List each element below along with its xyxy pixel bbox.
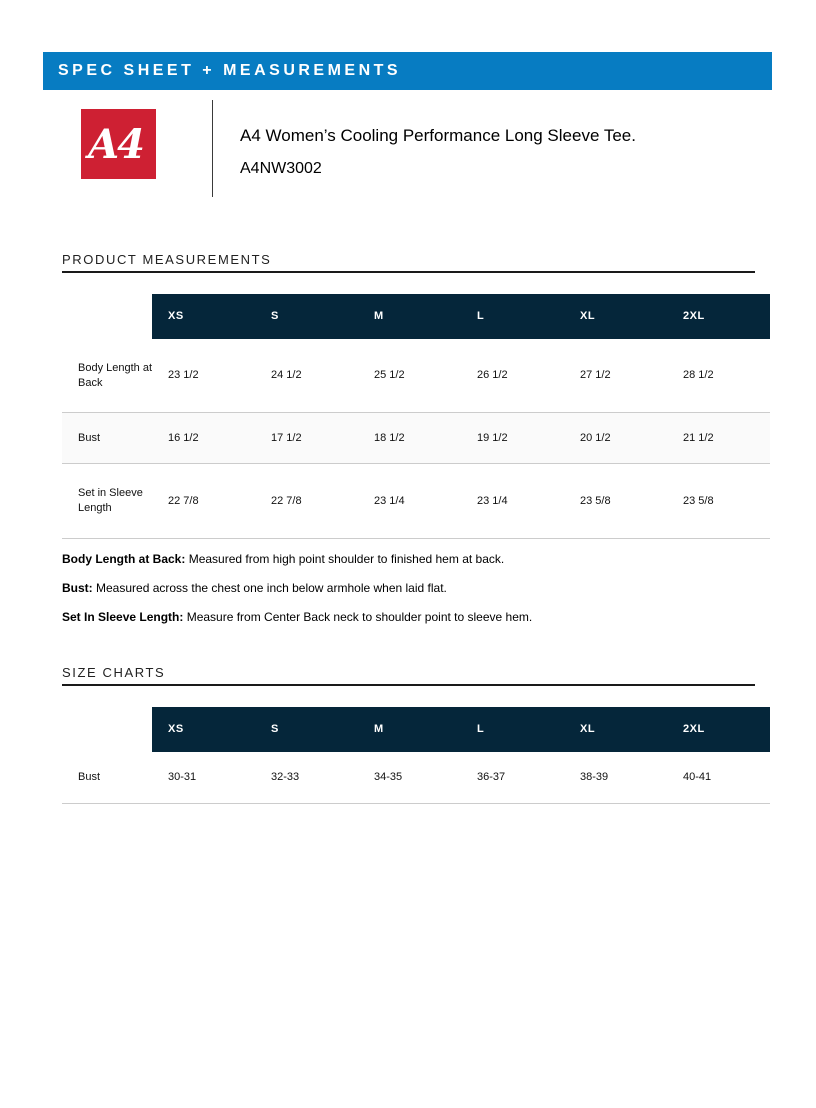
column-header-s: S xyxy=(255,294,358,339)
measurement-definitions xyxy=(0,552,816,625)
a4-logo xyxy=(81,109,156,179)
definition-term: Bust: xyxy=(62,581,93,595)
measurement-cell: 23 1/2 xyxy=(168,369,199,381)
vertical-divider xyxy=(212,100,213,197)
column-header-m: M xyxy=(358,294,461,339)
row-label: Bust xyxy=(78,431,101,444)
row-label: Bust xyxy=(78,771,101,783)
size-range-cell: 40-41 xyxy=(683,771,712,783)
column-header-xs: XS xyxy=(152,707,255,752)
column-header-l: L xyxy=(461,294,564,339)
spec-sheet-page xyxy=(0,52,816,1108)
product-style-number: A4NW3002 xyxy=(240,160,322,177)
size-range-cell: 32-33 xyxy=(271,771,300,783)
measurement-cell: 23 5/8 xyxy=(683,494,714,507)
banner-title: SPEC SHEET + MEASUREMENTS xyxy=(58,62,402,79)
measurement-cell: 27 1/2 xyxy=(580,369,611,381)
row-label: Body Length at Back xyxy=(78,361,153,389)
product-measurements-table xyxy=(62,294,770,539)
column-header-s: S xyxy=(255,707,358,752)
table-corner-cell xyxy=(62,707,152,752)
measurement-cell: 18 1/2 xyxy=(374,431,405,444)
measurement-cell: 25 1/2 xyxy=(374,369,405,381)
measurement-cell: 24 1/2 xyxy=(271,369,302,381)
definition-description: Measured across the chest one inch below armhole when laid flat. xyxy=(96,581,447,595)
measurement-cell: 23 5/8 xyxy=(580,494,611,507)
measurement-cell: 19 1/2 xyxy=(477,431,508,444)
table-row-sleeve-length xyxy=(62,464,770,539)
definition-sleeve-length xyxy=(62,610,816,625)
definition-body-length xyxy=(62,552,816,567)
column-header-xl: XL xyxy=(564,294,667,339)
measurement-cell: 28 1/2 xyxy=(683,369,714,381)
table-header-row xyxy=(62,294,770,339)
definition-bust xyxy=(62,581,816,596)
size-range-cell: 34-35 xyxy=(374,771,403,783)
column-header-m: M xyxy=(358,707,461,752)
table-header-row xyxy=(62,707,770,752)
measurement-cell: 20 1/2 xyxy=(580,431,611,444)
measurement-cell: 26 1/2 xyxy=(477,369,508,381)
definition-term: Body Length at Back: xyxy=(62,552,186,566)
size-charts-rule xyxy=(62,684,755,686)
banner xyxy=(43,52,772,90)
product-title: A4 Women’s Cooling Performance Long Sleeve Tee. xyxy=(240,126,636,145)
product-header xyxy=(81,109,816,179)
measurement-cell: 23 1/4 xyxy=(374,494,405,507)
product-measurements-heading: PRODUCT MEASUREMENTS xyxy=(62,252,272,267)
row-label: Set in Sleeve Length xyxy=(78,487,143,514)
measurement-cell: 22 7/8 xyxy=(271,494,302,507)
measurement-cell: 16 1/2 xyxy=(168,431,199,444)
measurement-cell: 23 1/4 xyxy=(477,494,508,507)
column-header-xl: XL xyxy=(564,707,667,752)
table-row-bust-sizes xyxy=(62,752,770,804)
measurement-cell: 22 7/8 xyxy=(168,494,199,507)
column-header-l: L xyxy=(461,707,564,752)
size-charts-heading: SIZE CHARTS xyxy=(62,665,166,680)
product-measurements-rule xyxy=(62,271,755,273)
table-row-body-length xyxy=(62,339,770,413)
size-range-cell: 38-39 xyxy=(580,771,609,783)
measurement-cell: 21 1/2 xyxy=(683,431,714,444)
definition-description: Measured from high point shoulder to finished hem at back. xyxy=(188,552,505,566)
product-titles xyxy=(240,125,760,179)
size-range-cell: 36-37 xyxy=(477,771,506,783)
column-header-xs: XS xyxy=(152,294,255,339)
measurement-cell: 17 1/2 xyxy=(271,431,302,444)
table-corner-cell xyxy=(62,294,152,339)
size-chart-table xyxy=(62,707,770,804)
size-range-cell: 30-31 xyxy=(168,771,197,783)
definition-term: Set In Sleeve Length: xyxy=(62,610,184,624)
column-header-2xl: 2XL xyxy=(667,294,770,339)
a4-logo-text: A4 xyxy=(88,120,143,168)
definition-description: Measure from Center Back neck to shoulder point to sleeve hem. xyxy=(186,610,533,624)
table-row-bust xyxy=(62,413,770,464)
column-header-2xl: 2XL xyxy=(667,707,770,752)
